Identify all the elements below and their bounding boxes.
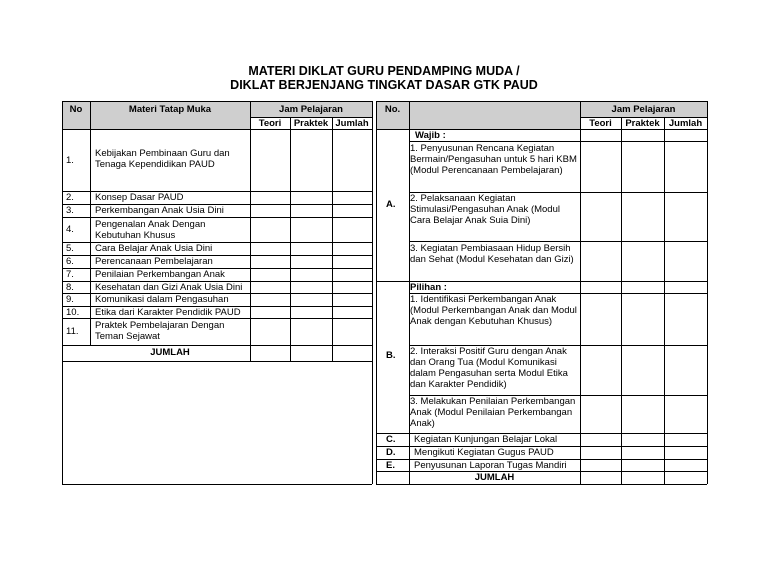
left-row-no: 2. <box>66 192 74 203</box>
left-header-teori: Teori <box>258 118 282 129</box>
left-header-praktek: Praktek <box>293 118 329 129</box>
right-header-teori: Teori <box>589 118 612 129</box>
left-row-materi: Konsep Dasar PAUD <box>95 192 184 203</box>
extra-row-text: Mengikuti Kegiatan Gugus PAUD <box>414 447 554 458</box>
left-row-no: 8. <box>66 282 74 293</box>
pilihan-item: 2. Interaksi Positif Guru dengan Anak dan Orang Tua (Modul Komunikasi dalam Pengasuhan serta Modul Etika dan Karakter Pendidik) <box>410 346 568 390</box>
right-header-jumlah: Jumlah <box>668 118 703 129</box>
left-header-materi: Materi Tatap Muka <box>128 104 212 115</box>
left-row-no: 10. <box>66 307 80 318</box>
left-row-materi: Perkembangan Anak Usia Dini <box>95 205 224 216</box>
wajib-item: 1. Penyusunan Rencana Kegiatan Bermain/Pengasuhan untuk 5 hari KBM (Modul Perencanaan Pembelajaran) <box>410 143 577 176</box>
left-header-jumlah: Jumlah <box>335 118 369 129</box>
group-a-label: A. <box>386 199 396 210</box>
left-row-materi: Kesehatan dan Gizi Anak Usia Dini <box>95 282 243 293</box>
left-row-materi: Pengenalan Anak Dengan Kebutuhan Khusus <box>95 219 206 241</box>
extra-row-no: E. <box>386 460 395 471</box>
right-header-praktek: Praktek <box>625 118 660 129</box>
left-row-materi: Komunikasi dalam Pengasuhan <box>95 294 229 305</box>
pilihan-item: 3. Melakukan Penilaian Perkembangan Anak (Modul Penilaian Perkembangan Anak) <box>410 396 576 429</box>
wajib-item: 2. Pelaksanaan Kegiatan Stimulasi/Pengasuhan Anak (Modul Cara Belajar Anak Suia Dini) <box>410 193 560 226</box>
right-header-no: No. <box>384 104 401 115</box>
right-header-jam: Jam Pelajaran <box>611 104 676 115</box>
left-row-no: 1. <box>66 155 74 166</box>
left-row-no: 9. <box>66 294 74 305</box>
extra-row-text: Kegiatan Kunjungan Belajar Lokal <box>414 434 558 445</box>
left-header-jam: Jam Pelajaran <box>279 104 343 115</box>
left-row-no: 11. <box>66 326 79 337</box>
extra-row-no: D. <box>386 447 396 458</box>
document-title-line-1: MATERI DIKLAT GURU PENDAMPING MUDA / <box>248 64 520 78</box>
left-total-label: JUMLAH <box>150 347 190 358</box>
left-row-materi: Perencanaan Pembelajaran <box>95 256 213 267</box>
extra-row-no: C. <box>386 434 396 445</box>
left-row-materi: Cara Belajar Anak Usia Dini <box>95 243 213 254</box>
left-row-no: 4. <box>66 224 74 235</box>
left-header-no: No <box>69 104 83 115</box>
left-row-no: 6. <box>66 256 74 267</box>
wajib-item: 3. Kegiatan Pembiasaan Hidup Bersih dan Sehat (Modul Kesehatan dan Gizi) <box>410 243 574 265</box>
document-title-line-2: DIKLAT BERJENJANG TINGKAT DASAR GTK PAUD <box>230 78 538 92</box>
right-total-label: JUMLAH <box>474 472 515 483</box>
left-row-no: 5. <box>66 243 74 254</box>
pilihan-item: 1. Identifikasi Perkembangan Anak (Modul Perkembangan Anak dan Modul Anak dengan Kebutuhan Khusus) <box>410 294 577 327</box>
left-row-materi: Praktek Pembelajaran Dengan Teman Sejawat <box>95 320 225 342</box>
extra-row-text: Penyusunan Laporan Tugas Mandiri <box>414 460 567 471</box>
left-row-no: 7. <box>66 269 74 280</box>
left-row-materi: Penilaian Perkembangan Anak <box>95 269 225 280</box>
left-row-no: 3. <box>66 205 74 216</box>
group-b-label: B. <box>386 350 396 361</box>
left-row-materi: Etika dari Karakter Pendidik PAUD <box>95 307 241 318</box>
wajib-label: Wajib : <box>415 130 446 141</box>
pilihan-label: Pilihan : <box>410 282 447 293</box>
left-row-materi: Kebijakan Pembinaan Guru dan Tenaga Kependidikan PAUD <box>95 148 230 170</box>
